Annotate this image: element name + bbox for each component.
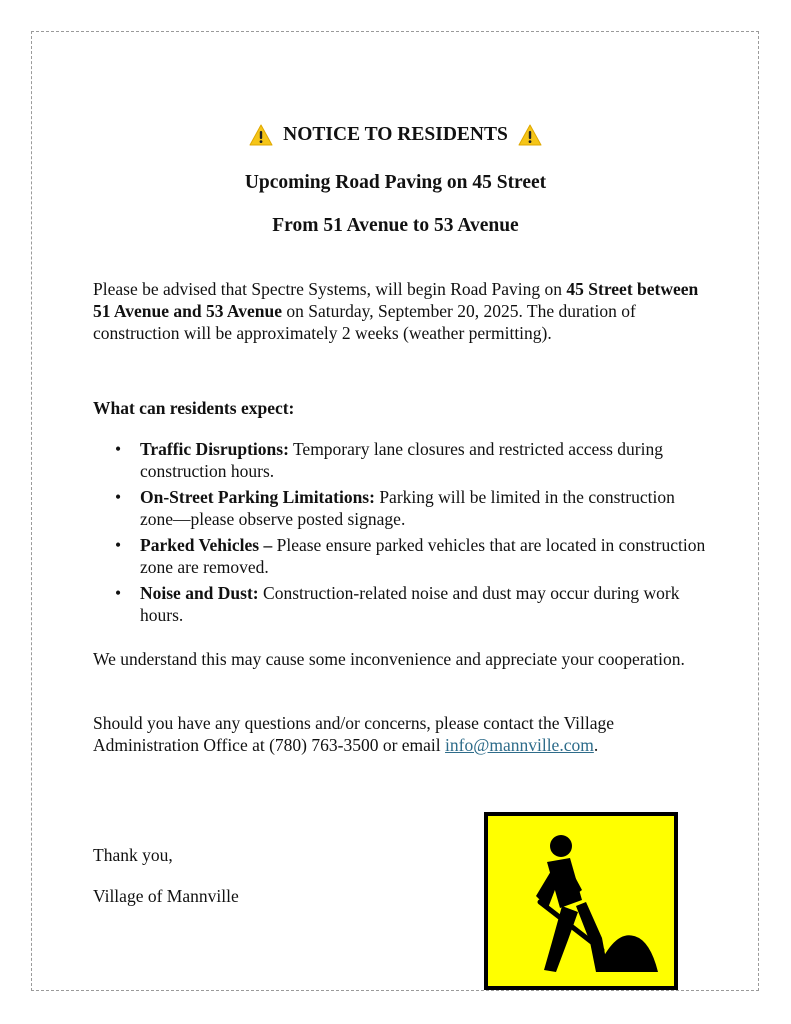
list-item-label: Parked Vehicles – (140, 535, 273, 555)
contact-text: Should you have any questions and/or concerns, please contact the Village Administration Office at (780) 763-3500 or email (93, 713, 615, 755)
subtitle-avenues: From 51 Avenue to 53 Avenue (272, 215, 519, 236)
men-at-work-icon (484, 812, 678, 990)
intro-text-2: on Saturday, September 20, 2025. The duration of construction will be approximately 2 weeks (weather permitting). (93, 301, 636, 343)
list-item-text: Please ensure parked vehicles that are located in construction zone are removed. (140, 535, 706, 577)
list-item-text: Parking will be limited in the construction zone—please observe posted signage. (140, 487, 675, 529)
list-item (93, 438, 708, 482)
warning-icon (249, 124, 273, 146)
list-item-label: On-Street Parking Limitations: (140, 487, 375, 507)
intro-bold-location: 45 Street between 51 Avenue and 53 Avenue (93, 279, 699, 321)
warning-icon (518, 124, 542, 146)
notice-title-text: NOTICE TO RESIDENTS (283, 124, 508, 145)
expect-list (93, 438, 708, 630)
bullet-icon: • (115, 487, 122, 507)
list-item-text: Construction-related noise and dust may occur during work hours. (140, 583, 680, 625)
closing-signature: Village of Mannville (93, 886, 239, 906)
email-link[interactable]: info@mannville.com (445, 735, 594, 755)
bullet-icon: • (115, 439, 122, 459)
list-item-label: Noise and Dust: (140, 583, 259, 603)
contact-paragraph (93, 712, 708, 756)
expect-heading: What can residents expect: (93, 398, 295, 418)
list-item-label: Traffic Disruptions: (140, 439, 289, 459)
intro-paragraph (93, 278, 708, 344)
contact-end: . (593, 735, 599, 755)
list-item (93, 534, 708, 578)
closing-thanks: Thank you, (93, 845, 173, 865)
notice-title (0, 124, 791, 146)
subtitle-road-paving: Upcoming Road Paving on 45 Street (244, 172, 547, 193)
intro-text-1: Please be advised that Spectre Systems, will begin Road Paving on (93, 279, 567, 299)
list-item (93, 486, 708, 530)
bullet-icon: • (115, 535, 122, 555)
understand-paragraph: We understand this may cause some inconvenience and appreciate your cooperation. (93, 649, 685, 669)
bullet-icon: • (115, 583, 122, 603)
list-item (93, 582, 708, 626)
list-item-text: Temporary lane closures and restricted access during construction hours. (140, 439, 663, 481)
